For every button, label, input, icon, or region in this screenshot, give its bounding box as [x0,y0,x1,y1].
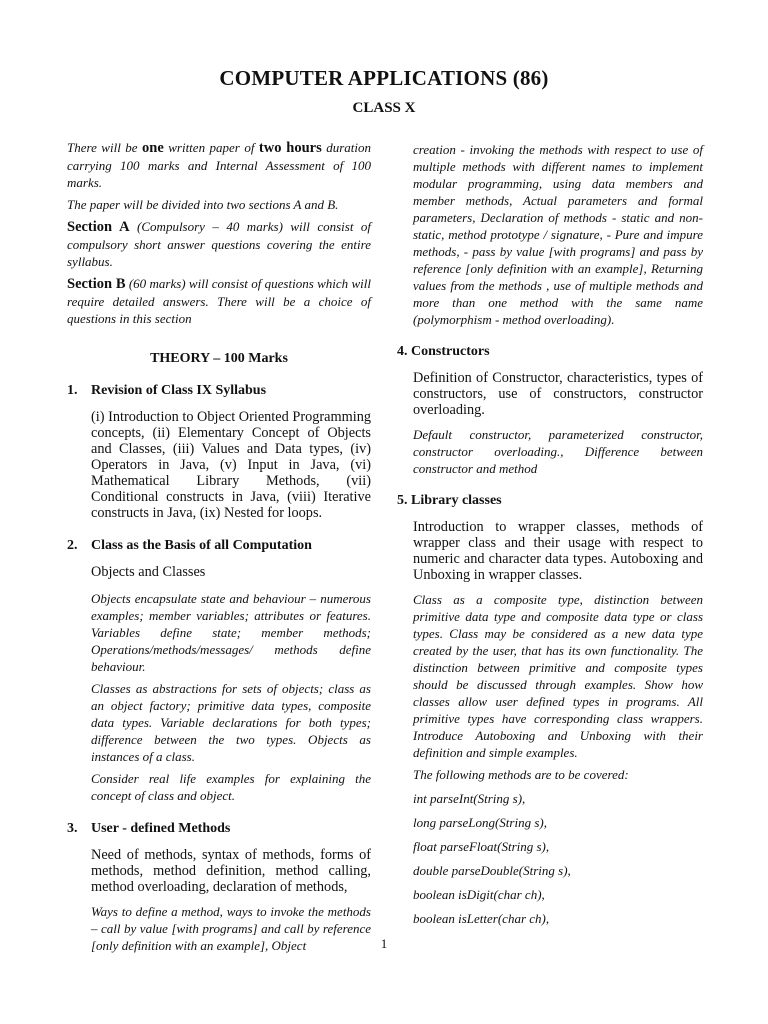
section-a-description: Section A (Compulsory – 40 marks) will consist of compulsory short answer questions covering the entire syllabus. [67,219,371,269]
section-heading: 5. Library classes [397,493,502,508]
section-heading: 3. User - defined Methods [67,821,231,836]
section-detail-continued: creation - invoking the methods with respect to use of multiple methods with different names to implement modular programming, using data members and member methods, Actual parameters and formal parameters, Declaration of methods - static and non-static, method prototype / signature, - Pure and impure methods, - pass by value [with programs] and pass by reference [only definition with an example], Returning values from the methods , use of multiple methods and more than one method with the same name (polymorphism - method overloading). [413,142,703,327]
section-body: Definition of Constructor, characteristics, types of constructors, use of constructors, constructor overloading. [413,370,703,418]
section-subheading: Objects and Classes [91,564,206,580]
section-detail: Classes as abstractions for sets of objects; class as an object factory; primitive data types, composite data types. Variable declarations for both types; difference between the two types. Objects as instances of a class. [91,681,371,764]
methods-intro: The following methods are to be covered: [413,767,629,782]
section-body: Need of methods, syntax of methods, forms of methods, method definition, method calling, method overloading, declaration of methods, [91,847,371,895]
page-title: COMPUTER APPLICATIONS (86) [219,66,549,90]
list-item: double parseDouble(String s), [413,863,571,878]
section-heading: 2. Class as the Basis of all Computation [67,538,312,553]
section-detail: Objects encapsulate state and behaviour – numerous examples; member variables; attributes or features. Variables define state; member methods; Operations/methods/messages/ methods define behaviour. [91,591,371,674]
left-column [67,139,371,954]
list-item: boolean isLetter(char ch), [413,911,550,926]
list-item: int parseInt(String s), [413,791,526,806]
section-heading: 1. Revision of Class IX Syllabus [67,383,267,398]
page-number: 1 [380,936,388,951]
section-detail: Default constructor, parameterized constructor, constructor overloading., Difference between constructor and method [413,427,703,476]
section-detail: Ways to define a method, ways to invoke the methods – call by value [with programs] and call by reference [only definition with an example], Object [91,904,371,953]
right-column [397,141,703,934]
intro-sections-note: The paper will be divided into two sections A and B. [67,197,339,212]
section-heading: 4. Constructors [397,344,490,359]
section-b-description: Section B (60 marks) will consist of questions which will require detailed answers. There will be a choice of questions in this section [67,276,372,326]
page-subtitle: CLASS X [352,100,416,116]
section-body: (i) Introduction to Object Oriented Programming concepts, (ii) Elementary Concept of Objects and Classes, (iii) Values and Data types, (iv) Operators in Java, (v) Input in Java, (vi) Mathematical Library Methods, (vii) Conditional constructs in Java, (viii) Iterative constructs in Java, (ix) Nested for loops. [91,409,371,521]
methods-list [413,790,703,927]
section-detail: Consider real life examples for explaining the concept of class and object. [91,771,371,803]
list-item: float parseFloat(String s), [413,839,550,854]
section-body: Introduction to wrapper classes, methods of wrapper class and their usage with respect to numeric and character data types. Autoboxing and Unboxing in wrapper classes. [413,519,703,583]
theory-heading: THEORY – 100 Marks [150,351,288,366]
list-item: boolean isDigit(char ch), [413,887,545,902]
section-detail: Class as a composite type, distinction between primitive data type and composite data type or class types. Class may be considered as a new data type created by the user, that has its own functionality. The distinction between primitive and composite types should be discussed through examples. Show how classes allow user defined types in programs. All primitive types have corresponding class wrappers. Introduce Autoboxing and Unboxing with their definition and simple examples. [413,592,703,760]
list-item: long parseLong(String s), [413,815,547,830]
intro-paragraph: There will be one written paper of two hours duration carrying 100 marks and Internal Assessment of 100 marks. [67,140,371,190]
